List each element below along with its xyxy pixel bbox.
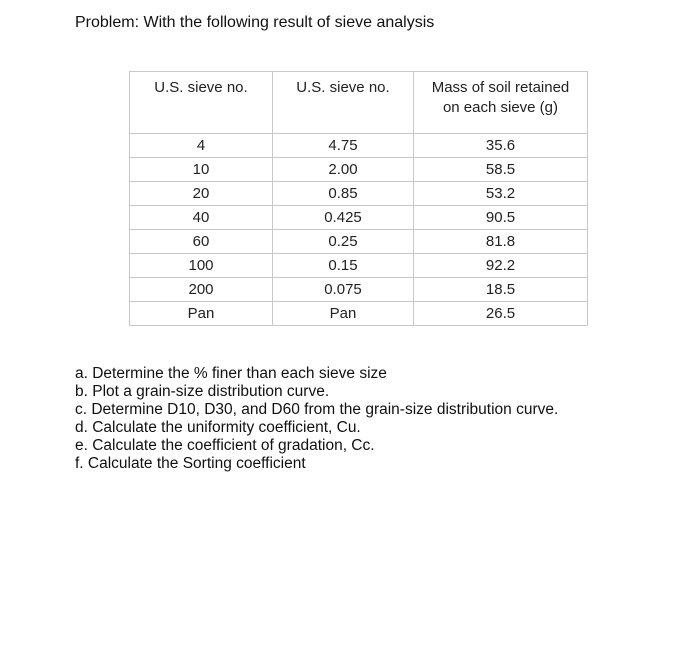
question-f: f. Calculate the Sorting coefficient	[75, 455, 306, 472]
table-row	[130, 230, 588, 254]
cell-sieve-no: 4	[130, 134, 273, 158]
cell-sieve-no: 100	[130, 254, 273, 278]
problem-title: Problem: With the following result of sieve analysis	[75, 14, 435, 31]
cell-sieve-no: 20	[130, 182, 273, 206]
cell-sieve-size: 0.25	[273, 230, 414, 254]
header-sieve-number-1: U.S. sieve no.	[130, 72, 273, 134]
cell-mass-retained: 35.6	[414, 134, 588, 158]
cell-sieve-size: 2.00	[273, 158, 414, 182]
cell-mass-retained: 90.5	[414, 206, 588, 230]
table-row	[130, 302, 588, 326]
cell-mass-retained: 81.8	[414, 230, 588, 254]
table-row	[130, 158, 588, 182]
cell-sieve-size: Pan	[273, 302, 414, 326]
cell-sieve-size: 0.15	[273, 254, 414, 278]
header-sieve-number-2: U.S. sieve no.	[273, 72, 414, 134]
question-e: e. Calculate the coefficient of gradation, Cc.	[75, 437, 375, 454]
table-header-row	[130, 72, 588, 134]
table-row	[130, 182, 588, 206]
cell-mass-retained: 26.5	[414, 302, 588, 326]
question-b: b. Plot a grain-size distribution curve.	[75, 383, 330, 400]
header-mass-retained-line2: on each sieve (g)	[442, 99, 559, 116]
question-list	[75, 365, 558, 473]
cell-mass-retained: 92.2	[414, 254, 588, 278]
cell-sieve-no: 40	[130, 206, 273, 230]
cell-sieve-size: 0.425	[273, 206, 414, 230]
question-d: d. Calculate the uniformity coefficient, Cu.	[75, 419, 361, 436]
cell-mass-retained: 53.2	[414, 182, 588, 206]
cell-mass-retained: 18.5	[414, 278, 588, 302]
question-c: c. Determine D10, D30, and D60 from the grain-size distribution curve.	[75, 401, 559, 418]
table-row	[130, 278, 588, 302]
cell-sieve-no: 200	[130, 278, 273, 302]
header-mass-retained-line1: Mass of soil retained	[431, 79, 570, 96]
cell-sieve-size: 4.75	[273, 134, 414, 158]
cell-sieve-size: 0.075	[273, 278, 414, 302]
table-row	[130, 206, 588, 230]
cell-sieve-no: Pan	[130, 302, 273, 326]
cell-sieve-size: 0.85	[273, 182, 414, 206]
question-a: a. Determine the % finer than each sieve size	[75, 365, 387, 382]
table-row	[130, 134, 588, 158]
cell-sieve-no: 10	[130, 158, 273, 182]
sieve-analysis-table	[129, 71, 588, 326]
header-mass-retained	[414, 72, 588, 134]
cell-mass-retained: 58.5	[414, 158, 588, 182]
table-row	[130, 254, 588, 278]
sieve-analysis-table-container	[129, 71, 588, 326]
cell-sieve-no: 60	[130, 230, 273, 254]
